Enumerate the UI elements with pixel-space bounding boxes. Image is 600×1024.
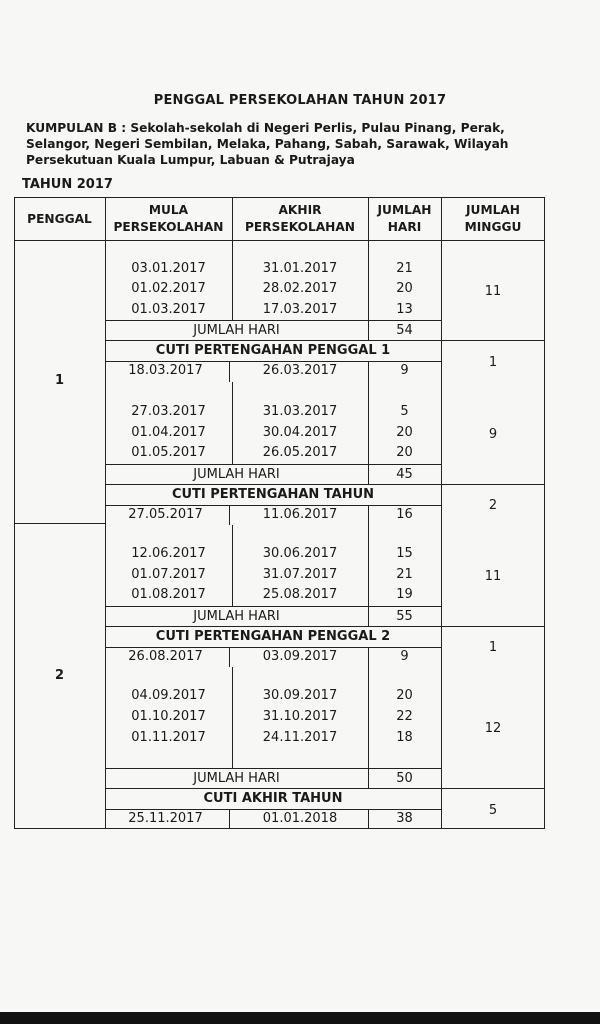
page-title: PENGGAL PERSEKOLAHAN TAHUN 2017 bbox=[153, 93, 447, 108]
start-date: 04.09.2017 bbox=[131, 688, 206, 703]
start-date: 01.10.2017 bbox=[131, 709, 206, 724]
end-date: 31.10.2017 bbox=[262, 709, 338, 724]
week-count: 11 bbox=[484, 284, 502, 299]
start-date: 01.11.2017 bbox=[131, 730, 206, 745]
start-date: 01.02.2017 bbox=[131, 281, 206, 296]
day-count: 5 bbox=[400, 404, 409, 419]
start-date: 01.07.2017 bbox=[131, 567, 206, 582]
break-start-date: 26.08.2017 bbox=[128, 649, 203, 664]
break-start-date: 25.11.2017 bbox=[128, 811, 203, 826]
header-jumlah-minggu: MINGGU bbox=[464, 220, 522, 234]
header-akhir-persekolahan: PERSEKOLAHAN bbox=[244, 220, 356, 234]
break-title: CUTI PERTENGAHAN TAHUN bbox=[171, 487, 375, 502]
day-count: 20 bbox=[396, 425, 413, 440]
day-count: 21 bbox=[396, 261, 413, 276]
end-date: 30.06.2017 bbox=[262, 546, 338, 561]
start-date: 03.01.2017 bbox=[131, 261, 206, 276]
week-count: 12 bbox=[484, 721, 502, 736]
day-count: 22 bbox=[396, 709, 413, 724]
end-date: 26.05.2017 bbox=[262, 445, 338, 460]
header-mula-persekolahan: PERSEKOLAHAN bbox=[113, 220, 224, 234]
break-day-count: 38 bbox=[396, 811, 413, 826]
end-date: 31.01.2017 bbox=[262, 261, 338, 276]
break-day-count: 9 bbox=[400, 363, 409, 378]
break-start-date: 18.03.2017 bbox=[128, 363, 203, 378]
start-date: 12.06.2017 bbox=[131, 546, 206, 561]
end-date: 30.09.2017 bbox=[262, 688, 338, 703]
header-mula-persekolahan: MULA bbox=[148, 203, 189, 217]
day-count: 21 bbox=[396, 567, 413, 582]
header-akhir-persekolahan: AKHIR bbox=[278, 203, 322, 217]
day-count: 15 bbox=[396, 546, 413, 561]
break-day-count: 9 bbox=[400, 649, 409, 664]
table-rule bbox=[14, 240, 545, 241]
year-label: TAHUN 2017 bbox=[22, 177, 113, 192]
day-count: 20 bbox=[396, 281, 413, 296]
header-penggal: PENGGAL bbox=[27, 212, 92, 226]
total-label: JUMLAH HARI bbox=[193, 323, 280, 338]
group-line: KUMPULAN B : Sekolah-sekolah di Negeri Perlis, Pulau Pinang, Perak, bbox=[26, 121, 505, 135]
break-title: CUTI AKHIR TAHUN bbox=[203, 791, 343, 806]
start-date: 01.08.2017 bbox=[131, 587, 206, 602]
end-date: 17.03.2017 bbox=[262, 302, 338, 317]
end-date: 31.07.2017 bbox=[262, 567, 338, 582]
total-label: JUMLAH HARI bbox=[193, 771, 280, 786]
group-line: Selangor, Negeri Sembilan, Melaka, Pahang, Sabah, Sarawak, Wilayah bbox=[26, 137, 509, 151]
day-count: 18 bbox=[396, 730, 413, 745]
break-day-count: 16 bbox=[396, 507, 413, 522]
week-count: 1 bbox=[488, 355, 498, 370]
break-end-date: 03.09.2017 bbox=[262, 649, 338, 664]
penggal-label: 2 bbox=[54, 668, 65, 683]
end-date: 25.08.2017 bbox=[262, 587, 338, 602]
day-count: 13 bbox=[396, 302, 413, 317]
break-end-date: 11.06.2017 bbox=[262, 507, 338, 522]
end-date: 28.02.2017 bbox=[262, 281, 338, 296]
start-date: 27.03.2017 bbox=[131, 404, 206, 419]
total-days: 55 bbox=[396, 609, 413, 624]
day-count: 20 bbox=[396, 445, 413, 460]
break-title: CUTI PERTENGAHAN PENGGAL 1 bbox=[155, 343, 391, 358]
week-count: 11 bbox=[484, 569, 502, 584]
header-jumlah-hari: JUMLAH bbox=[377, 203, 432, 217]
total-label: JUMLAH HARI bbox=[193, 609, 280, 624]
break-title: CUTI PERTENGAHAN PENGGAL 2 bbox=[155, 629, 391, 644]
penggal-label: 1 bbox=[54, 373, 65, 388]
week-count: 2 bbox=[488, 498, 498, 513]
break-start-date: 27.05.2017 bbox=[128, 507, 203, 522]
break-end-date: 26.03.2017 bbox=[262, 363, 338, 378]
week-count: 9 bbox=[488, 427, 498, 442]
start-date: 01.04.2017 bbox=[131, 425, 206, 440]
total-days: 50 bbox=[396, 771, 413, 786]
end-date: 30.04.2017 bbox=[262, 425, 338, 440]
total-days: 45 bbox=[396, 467, 413, 482]
break-end-date: 01.01.2018 bbox=[262, 811, 338, 826]
school-group-description bbox=[26, 120, 546, 168]
start-date: 01.05.2017 bbox=[131, 445, 206, 460]
week-count: 5 bbox=[488, 803, 498, 818]
group-line: Persekutuan Kuala Lumpur, Labuan & Putrajaya bbox=[26, 153, 355, 167]
screen-bottom-bar bbox=[0, 1012, 600, 1024]
end-date: 31.03.2017 bbox=[262, 404, 338, 419]
header-jumlah-minggu: JUMLAH bbox=[466, 203, 520, 217]
total-days: 54 bbox=[396, 323, 413, 338]
end-date: 24.11.2017 bbox=[262, 730, 338, 745]
day-count: 20 bbox=[396, 688, 413, 703]
header-jumlah-hari: HARI bbox=[387, 220, 422, 234]
week-count: 1 bbox=[488, 640, 498, 655]
start-date: 01.03.2017 bbox=[131, 302, 206, 317]
total-label: JUMLAH HARI bbox=[193, 467, 280, 482]
day-count: 19 bbox=[396, 587, 413, 602]
